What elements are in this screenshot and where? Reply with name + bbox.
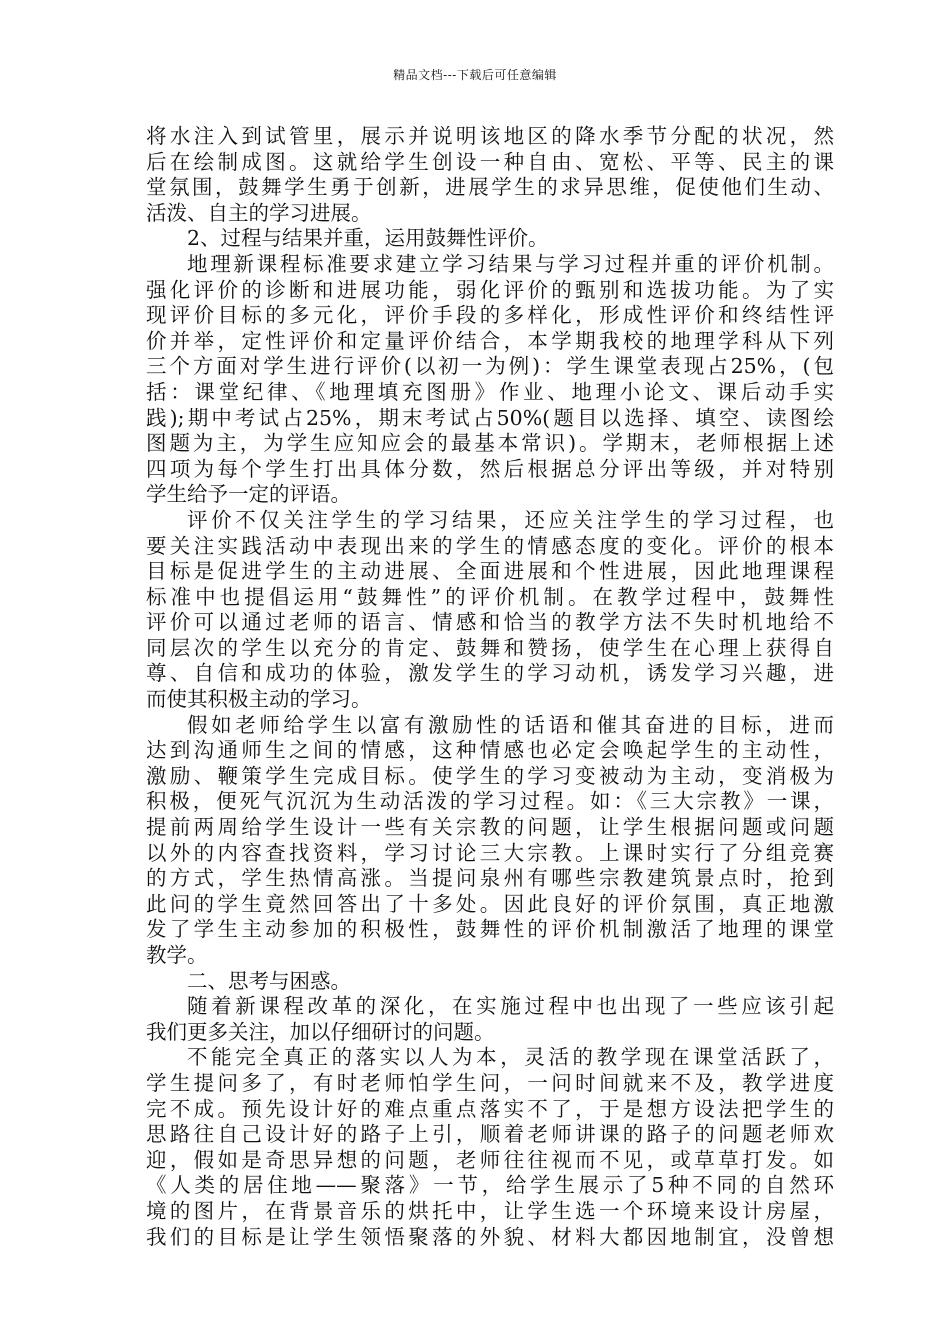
- text-line: 后在绘制成图。这就给学生创设一种自由、宽松、平等、民主的课: [146, 149, 834, 174]
- text-line: 目标是促进学生的主动进展、全面进展和个性进展，因此地理课程: [146, 559, 834, 584]
- text-line: 评价可以通过老师的语言、情感和恰当的教学方法不失时机地给不: [146, 610, 834, 635]
- text-line: 的方式，学生热情高涨。当提问泉州有哪些宗教建筑景点时，抢到: [146, 866, 834, 891]
- text-line: 随着新课程改革的深化，在实施过程中也出现了一些应该引起: [187, 994, 834, 1019]
- text-line: 学生给予一定的评语。: [146, 482, 351, 507]
- text-line: 假如老师给学生以富有激励性的话语和催其奋进的目标，进而: [187, 712, 834, 737]
- text-line: 达到沟通师生之间的情感，这种情感也必定会唤起学生的主动性，: [146, 738, 834, 763]
- text-line: 地理新课程标准要求建立学习结果与学习过程并重的评价机制。: [187, 251, 834, 276]
- text-line: 思路往自己设计好的路子上引，顺着老师讲课的路子的问题老师欢: [146, 1122, 834, 1147]
- text-line: 将水注入到试管里，展示并说明该地区的降水季节分配的状况，然: [146, 124, 834, 148]
- text-line: 现评价目标的多元化，评价手段的多样化，形成性评价和终结性评: [146, 303, 834, 328]
- text-line: 不能完全真正的落实以人为本，灵活的教学现在课堂活跃了，: [187, 1045, 834, 1070]
- text-line: 强化评价的诊断和进展功能，弱化评价的甄别和选拔功能。为了实: [146, 277, 834, 302]
- text-line: 激励、鞭策学生完成目标。使学生的学习变被动为主动，变消极为: [146, 763, 834, 788]
- text-line: 图题为主，为学生应知应会的最基本常识)。学期末，老师根据上述: [146, 431, 834, 456]
- text-line: 提前两周给学生设计一些有关宗教的问题，让学生根据问题或问题: [146, 815, 834, 840]
- text-line: 价并举，定性评价和定量评价结合，本学期我校的地理学科从下列: [146, 328, 834, 353]
- text-line: 我们的目标是让学生领悟聚落的外貌、材料大都因地制宜，没曾想: [146, 1224, 834, 1249]
- text-line: 践);期中考试占25%，期末考试占50%(题目以选择、填空、读图绘: [146, 405, 834, 430]
- text-line: 尊、自信和成功的体验，激发学生的学习动机，诱发学习兴趣，进: [146, 661, 834, 686]
- text-line: 三个方面对学生进行评价(以初一为例)：学生课堂表现占25%，(包: [146, 354, 834, 379]
- text-line: 二、思考与困惑。: [187, 968, 351, 993]
- text-line: 同层次的学生以充分的肯定、鼓舞和赞扬，使学生在心理上获得自: [146, 635, 834, 660]
- text-line: 《人类的居住地——聚落》一节，给学生展示了5种不同的自然环: [146, 1173, 834, 1198]
- text-line: 活泼、自主的学习进展。: [146, 200, 372, 225]
- text-line: 堂氛围，鼓舞学生勇于创新，进展学生的求异思维，促使他们生动、: [146, 175, 834, 200]
- text-line: 发了学生主动参加的积极性，鼓舞性的评价机制激活了地理的课堂: [146, 917, 834, 942]
- text-line: 括：课堂纪律、《地理填充图册》作业、地理小论文、课后动手实: [146, 379, 834, 404]
- text-line: 我们更多关注，加以仔细研讨的问题。: [146, 1019, 495, 1044]
- text-line: 教学。: [146, 943, 208, 967]
- text-line: 而使其积极主动的学习。: [146, 687, 372, 712]
- page-header: 精品文档---下载后可任意编辑: [393, 68, 557, 82]
- text-line: 四项为每个学生打出具体分数，然后根据总分评出等级，并对特别: [146, 456, 834, 481]
- body-text: [146, 124, 834, 1250]
- text-line: 学生提问多了，有时老师怕学生问，一问时间就来不及，教学进度: [146, 1070, 834, 1095]
- text-line: 完不成。预先设计好的难点重点落实不了，于是想方设法把学生的: [146, 1096, 834, 1121]
- text-line: 迎，假如是奇思异想的问题，老师往往视而不见，或草草打发。如: [146, 1147, 834, 1172]
- text-line: 标准中也提倡运用“鼓舞性”的评价机制。在教学过程中，鼓舞性: [146, 584, 834, 609]
- text-line: 积极，便死气沉沉为生动活泼的学习过程。如：《三大宗教》一课，: [146, 789, 834, 814]
- text-line: 要关注实践活动中表现出来的学生的情感态度的变化。评价的根本: [146, 533, 834, 558]
- text-line: 此问的学生竟然回答出了十多处。因此良好的评价氛围，真正地激: [146, 891, 834, 916]
- text-line: 以外的内容查找资料，学习讨论三大宗教。上课时实行了分组竞赛: [146, 840, 834, 865]
- text-line: 境的图片，在背景音乐的烘托中，让学生选一个环境来设计房屋，: [146, 1198, 834, 1223]
- text-line: 2、过程与结果并重，运用鼓舞性评价。: [187, 226, 549, 251]
- text-line: 评价不仅关注学生的学习结果，还应关注学生的学习过程，也: [187, 507, 834, 532]
